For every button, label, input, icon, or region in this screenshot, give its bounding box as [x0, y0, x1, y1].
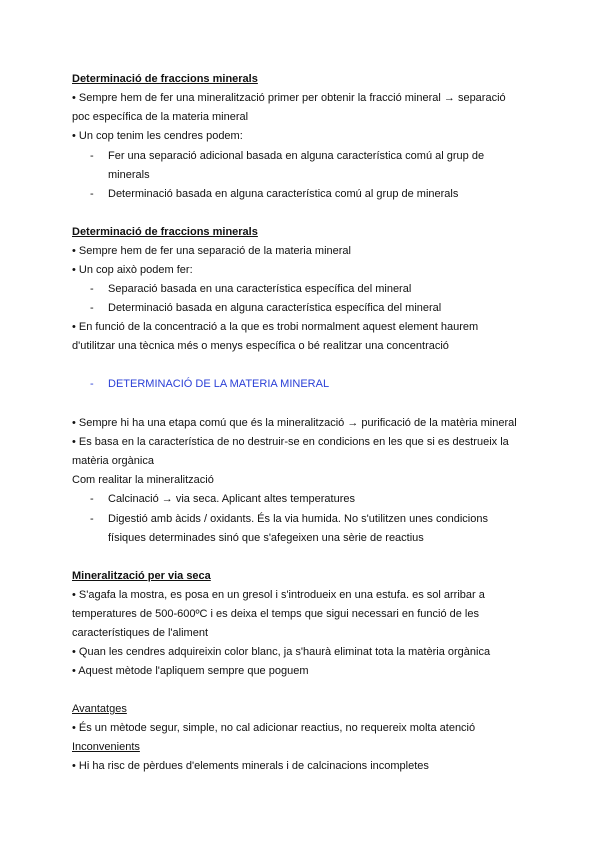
- dash-marker: -: [90, 302, 94, 314]
- sub-item-text: Fer una separació adicional basada en alguna característica comú al grup de: [108, 150, 485, 162]
- bullet-text: • Hi ha risc de pèrdues d'elements minerals i de calcinacions incompletes: [72, 760, 429, 772]
- bullet-text: temperatures de 500-600ºC i es deixa el temps que sigui necessari en funció de les: [72, 608, 479, 620]
- bullet-text: • Aquest mètode l'apliquem sempre que poguem: [72, 665, 309, 677]
- bullet-text: • En funció de la concentració a la que es trobi normalment aquest element haurem: [72, 321, 479, 333]
- dash-marker: -: [90, 188, 94, 200]
- bullet-text: • Sempre hem de fer una separació de la materia mineral: [72, 245, 351, 257]
- dash-marker: -: [90, 493, 94, 505]
- bullet-text: • Sempre hem de fer una mineralització primer per obtenir la fracció mineral → separació: [72, 92, 506, 104]
- bullet-text: • Un cop tenim les cendres podem:: [72, 130, 243, 142]
- section-heading-fraccions-2: Determinació de fraccions minerals: [72, 226, 258, 238]
- dash-marker: -: [90, 150, 94, 162]
- sub-item-text: Determinació basada en alguna característica específica del mineral: [108, 302, 442, 314]
- paragraph-text: Com realitar la mineralització: [72, 474, 214, 486]
- bullet-text: • S'agafa la mostra, es posa en un gresol i s'introdueix en una estufa. es sol arribar a: [72, 589, 485, 601]
- bullet-text: • Es basa en la característica de no destruir-se en condicions en les que si es destrueix la: [72, 436, 509, 448]
- sub-item-text: Determinació basada en alguna característica comú al grup de minerals: [108, 188, 459, 200]
- dash-marker: -: [90, 378, 94, 390]
- section-heading-fraccions-1: Determinació de fraccions minerals: [72, 73, 258, 85]
- dash-marker: -: [90, 283, 94, 295]
- label-inconvenients: Inconvenients: [72, 741, 140, 753]
- bullet-text: d'utilitzar una tècnica més o menys específica o bé realitzar una concentració: [72, 340, 449, 352]
- dash-marker: -: [90, 513, 94, 525]
- bullet-text: • És un mètode segur, simple, no cal adicionar reactius, no requereix molta atenció: [72, 722, 476, 734]
- label-avantatges: Avantatges: [72, 703, 127, 715]
- sub-item-text: Digestió amb àcids / oxidants. És la via humida. No s'utilitzen unes condicions: [108, 513, 488, 525]
- sub-item-text: Separació basada en una característica específica del mineral: [108, 283, 412, 295]
- sub-item-text: minerals: [108, 169, 150, 181]
- section-title-materia-mineral: DETERMINACIÓ DE LA MATERIA MINERAL: [108, 378, 330, 390]
- bullet-text: • Quan les cendres adquireixin color blanc, ja s'haurà eliminat tota la matèria orgànica: [72, 646, 491, 658]
- bullet-text: poc específica de la materia mineral: [72, 111, 249, 123]
- bullet-text: • Un cop això podem fer:: [72, 264, 193, 276]
- bullet-text: característiques de l'aliment: [72, 627, 208, 639]
- section-heading-via-seca: Mineralització per via seca: [72, 570, 211, 582]
- bullet-text: matèria orgànica: [72, 455, 154, 467]
- sub-item-text: físiques determinades sinó que s'afegeixen una sèrie de reactius: [108, 532, 424, 544]
- sub-item-text: Calcinació → via seca. Aplicant altes temperatures: [108, 493, 356, 505]
- bullet-text: • Sempre hi ha una etapa comú que és la mineralització → purificació de la matèria mineral: [72, 417, 517, 429]
